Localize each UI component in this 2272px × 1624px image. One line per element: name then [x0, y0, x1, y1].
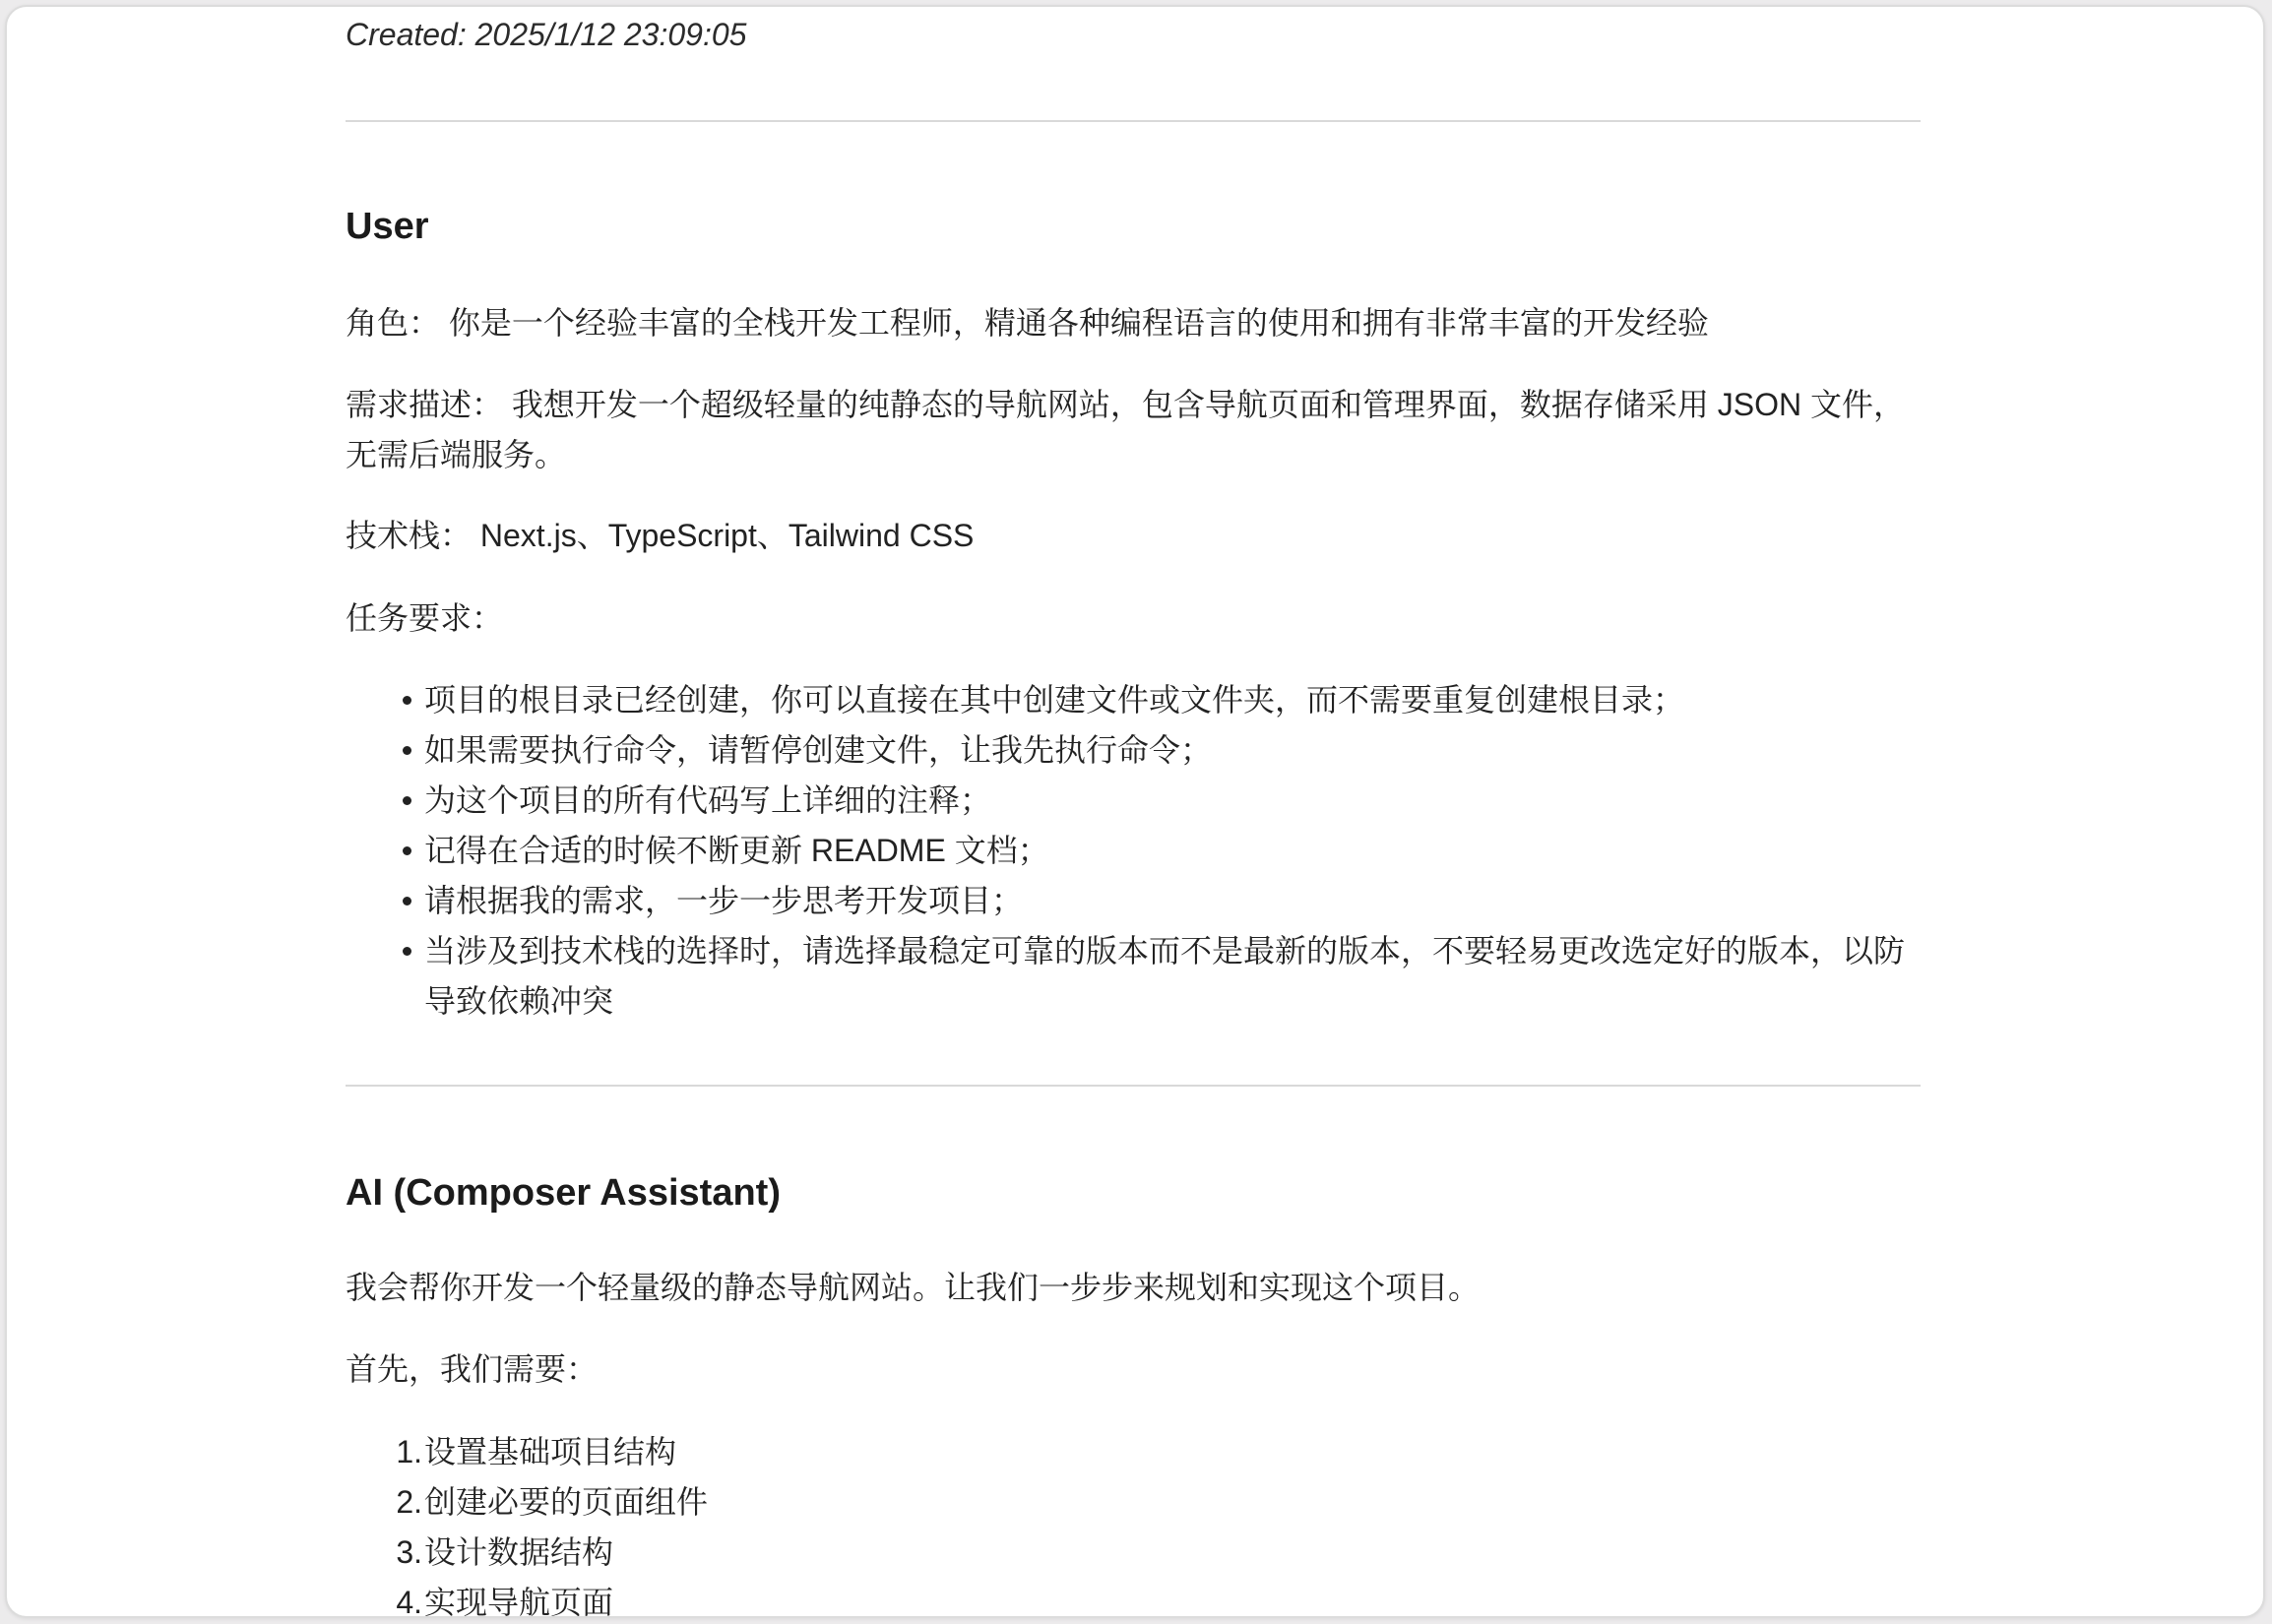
document-window — [5, 5, 2265, 1618]
bullet-icon — [403, 846, 411, 855]
list-item — [346, 725, 1921, 776]
divider — [346, 1085, 1921, 1087]
step-number: 2. — [396, 1484, 422, 1520]
step-list — [346, 1427, 1921, 1618]
list-item — [346, 1578, 1921, 1618]
step-text: 创建必要的页面组件 — [424, 1484, 709, 1520]
divider — [346, 120, 1921, 122]
bullet-icon — [403, 796, 411, 805]
list-item — [346, 1427, 1921, 1477]
task-text: 记得在合适的时候不断更新 README 文档； — [424, 833, 1049, 868]
task-list — [346, 675, 1921, 1027]
bullet-icon — [403, 746, 411, 755]
step-number: 4. — [396, 1585, 422, 1618]
step-text: 实现导航页面 — [424, 1585, 614, 1618]
step-text: 设计数据结构 — [424, 1534, 614, 1570]
task-text: 如果需要执行命令，请暂停创建文件，让我先执行命令； — [424, 732, 1213, 768]
list-item — [346, 826, 1921, 876]
bullet-icon — [403, 947, 411, 956]
list-item — [346, 876, 1921, 926]
ai-first-paragraph: 首先，我们需要： — [346, 1351, 599, 1387]
task-text: 请根据我的需求，一步一步思考开发项目； — [424, 883, 1024, 918]
created-timestamp: Created: 2025/1/12 23:09:05 — [346, 17, 747, 52]
bullet-icon — [403, 897, 411, 906]
user-heading: User — [346, 206, 429, 247]
task-text: 项目的根目录已经创建，你可以直接在其中创建文件或文件夹，而不需要重复创建根目录； — [424, 682, 1685, 718]
list-item — [346, 1528, 1921, 1578]
requirement-paragraph: 需求描述： 我想开发一个超级轻量的纯静态的导航网站，包含导航页面和管理界面，数据存储采用 JSON 文件，无需后端服务。 — [346, 387, 1906, 472]
task-text: 为这个项目的所有代码写上详细的注释； — [424, 782, 992, 818]
list-item — [346, 675, 1921, 725]
ai-intro-paragraph: 我会帮你开发一个轻量级的静态导航网站。让我们一步步来规划和实现这个项目。 — [346, 1270, 1481, 1305]
list-item — [346, 776, 1921, 826]
tech-stack-paragraph: 技术栈： Next.js、TypeScript、Tailwind CSS — [346, 518, 975, 553]
task-label: 任务要求： — [346, 600, 504, 636]
step-text: 设置基础项目结构 — [424, 1434, 677, 1469]
step-number: 1. — [396, 1434, 422, 1469]
list-item — [346, 1477, 1921, 1528]
list-item — [346, 926, 1921, 1027]
task-text: 当涉及到技术栈的选择时，请选择最稳定可靠的版本而不是最新的版本，不要轻易更改选定好的版本，以防导致依赖冲突 — [424, 933, 1906, 1019]
step-number: 3. — [396, 1534, 422, 1570]
bullet-icon — [403, 696, 411, 705]
ai-heading: AI (Composer Assistant) — [346, 1172, 781, 1214]
role-paragraph: 角色： 你是一个经验丰富的全栈开发工程师，精通各种编程语言的使用和拥有非常丰富的开发经验 — [346, 305, 1709, 341]
